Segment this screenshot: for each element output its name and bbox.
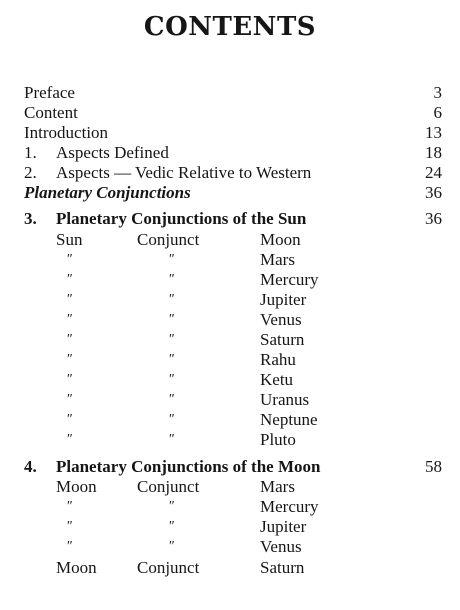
sub-planet[interactable]: Ketu (260, 370, 294, 389)
ditto-mark: " (66, 412, 72, 427)
toc-entry-number: 2. (24, 163, 37, 182)
ditto-mark: " (168, 272, 174, 287)
ditto-mark: " (168, 412, 174, 427)
toc-section-sun[interactable] (24, 209, 442, 229)
toc-entry-label: Planetary Conjunctions (24, 183, 191, 202)
sub-col2: Conjunct (137, 558, 200, 577)
toc-entry-introduction[interactable] (24, 123, 442, 143)
sub-col1: Moon (56, 477, 97, 496)
sub-col1: Sun (56, 230, 83, 249)
sub-col2: Conjunct (137, 477, 200, 496)
ditto-mark: " (168, 332, 174, 347)
toc-entry-page: 36 (425, 209, 442, 228)
sub-planet[interactable]: Venus (260, 537, 302, 556)
toc-section-moon[interactable] (24, 457, 442, 477)
toc-entry-page: 36 (425, 183, 442, 202)
sub-col1: Moon (56, 558, 97, 577)
ditto-mark: " (168, 432, 174, 447)
toc-entry-number: 1. (24, 143, 37, 162)
ditto-mark: " (66, 272, 72, 287)
ditto-mark: " (66, 332, 72, 347)
ditto-mark: " (168, 372, 174, 387)
toc-entry-page: 13 (425, 123, 442, 142)
toc-entry-preface[interactable] (24, 83, 442, 103)
sub-planet[interactable]: Saturn (260, 330, 305, 349)
sub-planet[interactable]: Moon (260, 230, 301, 249)
toc-entry-label: Aspects Defined (56, 143, 169, 162)
sub-planet[interactable]: Uranus (260, 390, 310, 409)
sub-planet[interactable]: Mars (260, 477, 295, 496)
toc-entry-label: Planetary Conjunctions of the Moon (56, 457, 321, 476)
toc-entry-number: 4. (24, 457, 37, 476)
ditto-mark: " (168, 292, 174, 307)
sub-planet[interactable]: Neptune (260, 410, 318, 429)
ditto-mark: " (66, 539, 72, 554)
ditto-mark: " (66, 392, 72, 407)
sub-planet[interactable]: Jupiter (260, 517, 307, 536)
toc-entry-number: 3. (24, 209, 37, 228)
ditto-mark: " (168, 252, 174, 267)
sub-planet[interactable]: Venus (260, 310, 302, 329)
toc-entry-page: 24 (425, 163, 442, 182)
ditto-mark: " (168, 519, 174, 534)
toc-entry-page: 3 (433, 83, 442, 102)
sub-planet[interactable]: Rahu (260, 350, 296, 369)
toc-entry-aspects-defined[interactable] (24, 143, 442, 163)
toc-entry-aspects-vedic[interactable] (24, 163, 442, 183)
ditto-mark: " (168, 312, 174, 327)
toc-entry-label: Preface (24, 83, 75, 102)
sub-planet[interactable]: Pluto (260, 430, 296, 449)
sub-planet[interactable]: Saturn (260, 558, 305, 577)
ditto-mark: " (66, 519, 72, 534)
toc-entry-page: 6 (433, 103, 442, 122)
ditto-mark: " (66, 372, 72, 387)
ditto-mark: " (66, 499, 72, 514)
sub-planet[interactable]: Mercury (260, 497, 319, 516)
ditto-mark: " (168, 499, 174, 514)
ditto-mark: " (66, 252, 72, 267)
ditto-mark: " (168, 539, 174, 554)
toc-entry-content[interactable] (24, 103, 442, 123)
toc-entry-label: Aspects — Vedic Relative to Western (56, 163, 312, 182)
toc-entry-planetary-conjunctions[interactable] (24, 183, 442, 203)
ditto-mark: " (66, 312, 72, 327)
sub-planet[interactable]: Mars (260, 250, 295, 269)
toc-entry-label: Introduction (24, 123, 109, 142)
toc-entry-page: 58 (425, 457, 442, 476)
ditto-mark: " (66, 432, 72, 447)
sub-col2: Conjunct (137, 230, 200, 249)
sub-planet[interactable]: Mercury (260, 270, 319, 289)
ditto-mark: " (168, 352, 174, 367)
toc-entry-page: 18 (425, 143, 442, 162)
ditto-mark: " (66, 352, 72, 367)
ditto-mark: " (168, 392, 174, 407)
toc-entry-label: Planetary Conjunctions of the Sun (56, 209, 307, 228)
toc-entry-label: Content (24, 103, 78, 122)
sub-planet[interactable]: Jupiter (260, 290, 307, 309)
ditto-mark: " (66, 292, 72, 307)
page-title: CONTENTS (143, 12, 317, 42)
